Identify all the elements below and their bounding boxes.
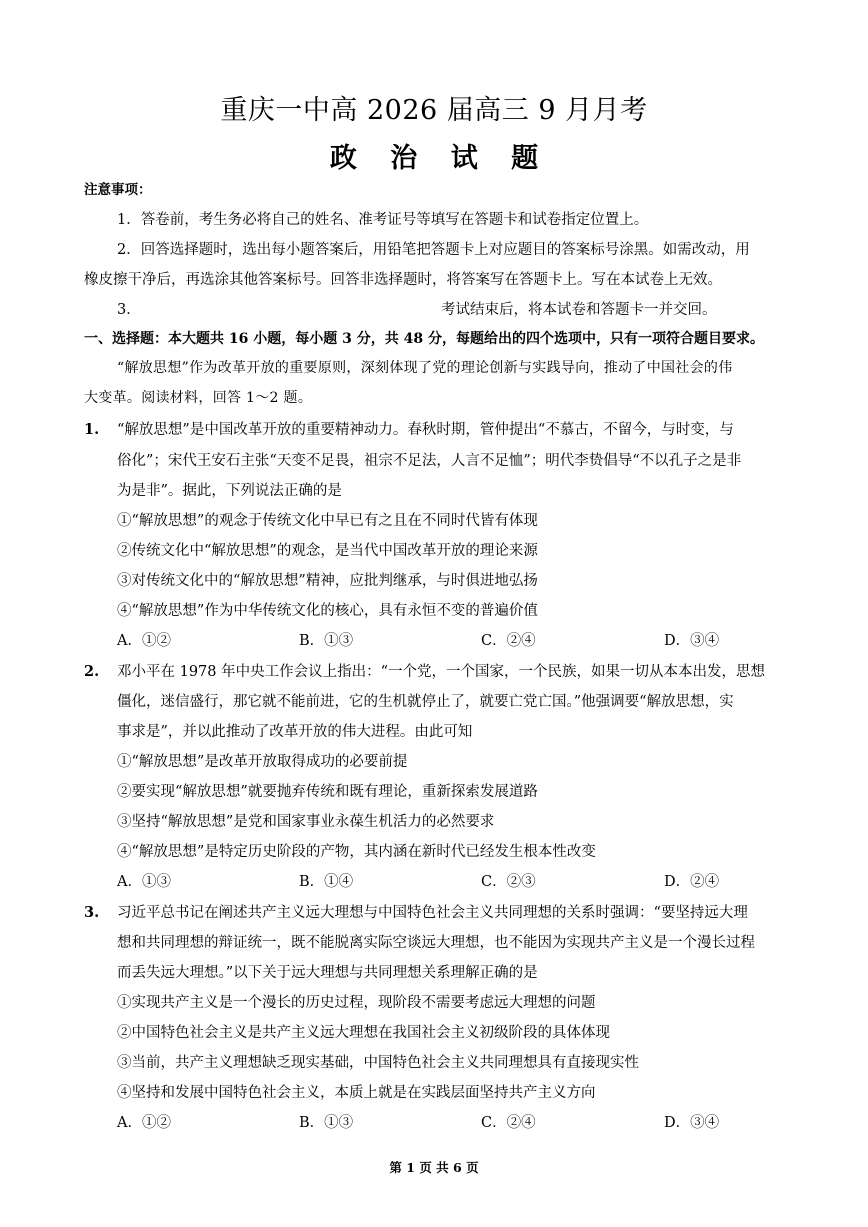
page-number: 第 1 页 共 6 页 (389, 1160, 479, 1175)
question-2-option-d[interactable]: D．②④ (664, 874, 720, 890)
question-2-option-a[interactable]: A．①③ (117, 874, 171, 890)
question-2-number: 2. (84, 663, 100, 680)
question-3-stem-2: 想和共同理想的辩证统一，既不能脱离实际空谈远大理想，也不能因为实现共产主义是一个漫长过程 (117, 935, 755, 951)
question-1-stem-2: 俗化”；宋代王安石主张“天变不足畏，祖宗不足法，人言不足恤”；明代李贽倡导“不以孔子之是非 (117, 453, 742, 469)
question-3-option-c[interactable]: C．②④ (481, 1115, 536, 1131)
question-2-statement-4: ④“解放思想”是特定历史阶段的产物，其内涵在新时代已经发生根本性改变 (117, 844, 596, 860)
exam-subject: 政 治 试 题 (329, 143, 551, 174)
question-1-option-c[interactable]: C．②④ (481, 633, 536, 649)
exam-title: 重庆一中高 2026 届高三 9 月月考 (220, 95, 648, 126)
notice-item-3-text: 考试结束后，将本试卷和答题卡一并交回。 (441, 302, 717, 318)
notice-item-2-cont: 橡皮擦干净后，再选涂其他答案标号。回答非选择题时，将答案写在答题卡上。写在本试卷上无效。 (84, 272, 722, 288)
notice-item-3-num: 3． (117, 302, 141, 318)
question-1-statement-4: ④“解放思想”作为中华传统文化的核心，具有永恒不变的普遍价值 (117, 603, 538, 619)
question-1-statement-2: ②传统文化中“解放思想”的观念，是当代中国改革开放的理论来源 (117, 543, 538, 559)
question-1-statement-3: ③对传统文化中的“解放思想”精神，应批判继承，与时俱进地弘扬 (117, 573, 538, 589)
question-2-option-c[interactable]: C．②③ (481, 874, 536, 890)
question-3-option-d[interactable]: D．③④ (664, 1115, 720, 1131)
question-2-stem-3: 事求是”，并以此推动了改革开放的伟大进程。由此可知 (117, 724, 473, 740)
section-intro-2: 大变革。阅读材料，回答 1～2 题。 (84, 390, 313, 406)
question-2-stem-2: 僵化，迷信盛行，那它就不能前进，它的生机就停止了，就要亡党亡国。”他强调要“解放思想，实 (117, 694, 734, 710)
notice-item-1: 1．答卷前，考生务必将自己的姓名、准考证号等填写在答题卡和试卷指定位置上。 (117, 212, 649, 228)
question-3-option-a[interactable]: A．①② (117, 1115, 171, 1131)
question-3-stem-1: 习近平总书记在阐述共产主义远大理想与中国特色社会主义共同理想的关系时强调：“要坚持远大理 (117, 905, 748, 921)
notice-heading: 注意事项： (84, 182, 152, 198)
question-3-statement-3: ③当前，共产主义理想缺乏现实基础，中国特色社会主义共同理想具有直接现实性 (117, 1055, 639, 1071)
question-1-stem-1: “解放思想”是中国改革开放的重要精神动力。春秋时期，管仲提出“不慕古，不留今，与时变，与 (117, 422, 734, 438)
question-1-number: 1. (84, 421, 100, 438)
question-1-stem-3: 为是非”。据此，下列说法正确的是 (117, 483, 342, 499)
question-3-statement-4: ④坚持和发展中国特色社会主义，本质上就是在实践层面坚持共产主义方向 (117, 1085, 596, 1101)
question-2-stem-1: 邓小平在 1978 年中央工作会议上指出：“一个党，一个国家，一个民族，如果一切从本本出发，思想 (117, 664, 766, 680)
question-3-number: 3. (84, 904, 100, 921)
notice-item-2: 2．回答选择题时，选出每小题答案后，用铅笔把答题卡上对应题目的答案标号涂黑。如需改动，用 (117, 242, 750, 258)
question-2-statement-3: ③坚持“解放思想”是党和国家事业永葆生机活力的必然要求 (117, 814, 495, 830)
question-3-statement-1: ①实现共产主义是一个漫长的历史过程，现阶段不需要考虑远大理想的问题 (117, 995, 596, 1011)
question-1-option-d[interactable]: D．③④ (664, 633, 720, 649)
question-3-stem-3: 而丢失远大理想。”以下关于远大理想与共同理想关系理解正确的是 (117, 965, 538, 981)
question-1-statement-1: ①“解放思想”的观念于传统文化中早已有之且在不同时代皆有体现 (117, 513, 538, 529)
question-3-statement-2: ②中国特色社会主义是共产主义远大理想在我国社会主义初级阶段的具体体现 (117, 1025, 610, 1041)
question-2-statement-2: ②要实现“解放思想”就要抛弃传统和既有理论，重新探索发展道路 (117, 784, 538, 800)
question-3-option-b[interactable]: B．①③ (299, 1115, 354, 1131)
question-1-option-a[interactable]: A．①② (117, 633, 171, 649)
question-2-statement-1: ①“解放思想”是改革开放取得成功的必要前提 (117, 754, 408, 770)
question-1-option-b[interactable]: B．①③ (299, 633, 354, 649)
section-heading: 一、选择题：本大题共 16 小题，每小题 3 分，共 48 分，每题给出的四个选项中，只有一项符合题目要求。 (84, 331, 764, 347)
section-intro-1: “解放思想”作为改革开放的重要原则，深刻体现了党的理论创新与实践导向，推动了中国社会的伟 (117, 360, 733, 376)
question-2-option-b[interactable]: B．①④ (299, 874, 354, 890)
